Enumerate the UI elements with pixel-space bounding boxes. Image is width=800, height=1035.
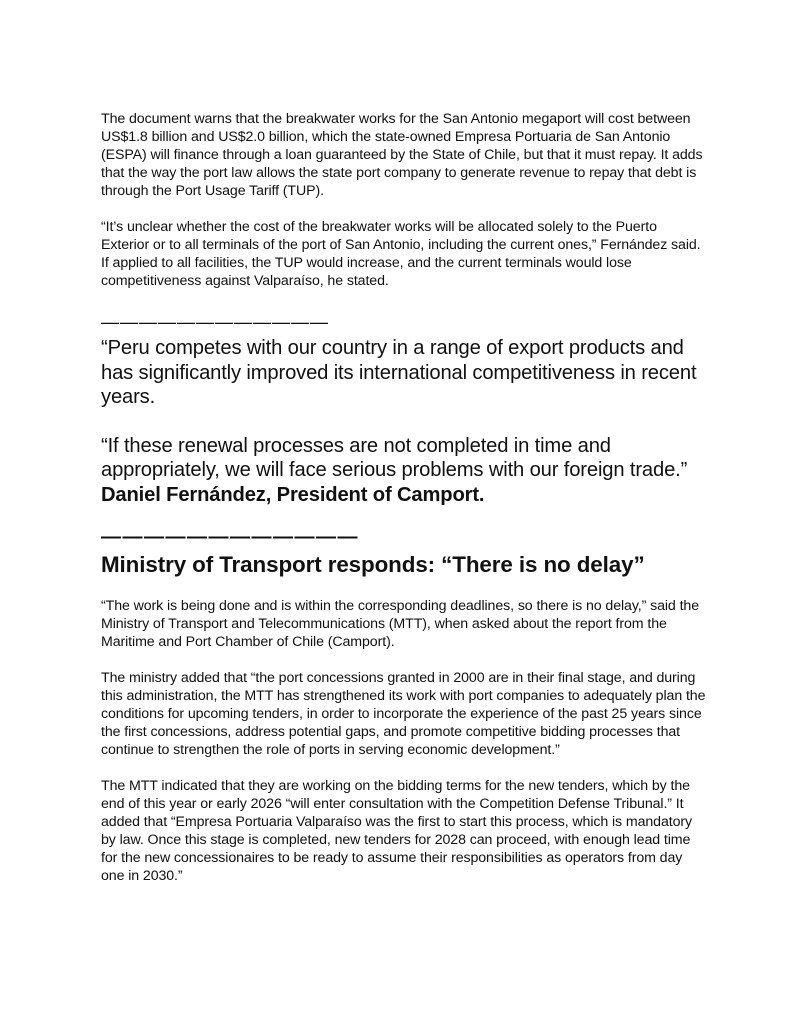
section-divider: ———————————— — [101, 312, 329, 332]
body-paragraph: The MTT indicated that they are working on the bidding terms for the new tenders, which by the end of this year or early 2026 “will enter consultation with the Competition Defense Tribunal.” It added that “Empresa Portuaria Valparaíso was the first to start this process, which is mandatory by law. Once this stage is completed, new tenders for 2028 can proceed, with enough lead time for the new concessionaires to be ready to assume their responsibilities as operators from day one in 2030.” — [101, 778, 693, 884]
body-paragraph: “It’s unclear whether the cost of the breakwater works will be allocated solely to the Puerto Exterior or to all terminals of the port of San Antonio, including the current ones,” Fernández said. If applied to all facilities, the TUP would increase, and the current terminals would lose competitiveness against Valparaíso, he stated. — [101, 219, 701, 289]
paragraph-gap — [101, 410, 706, 434]
section-divider: ———————————— — [101, 526, 359, 548]
body-paragraph: “The work is being done and is within the corresponding deadlines, so there is no delay,” said the Ministry of Transport and Telecommunications (MTT), when asked about the report from the Maritime and Port Chamber of Chile (Camport). — [101, 598, 699, 650]
body-paragraph: The document warns that the breakwater works for the San Antonio megaport will cost between US$1.8 billion and US$2.0 billion, which the state-owned Empresa Portuaria de San Antonio (ESPA) will finance through a loan guaranteed by the State of Chile, but that it must repay. It adds that the way the port law allows the state port company to generate revenue to repay that debt is through the Port Usage Tariff (TUP). — [101, 111, 703, 199]
paragraph-gap — [101, 200, 706, 218]
spacer — [101, 579, 706, 597]
spacer — [101, 290, 706, 312]
spacer — [101, 507, 706, 527]
section-heading: Ministry of Transport responds: “There is no delay” — [101, 552, 645, 577]
paragraph-gap — [101, 759, 706, 777]
pull-quote-paragraph: “Peru competes with our country in a range of export products and has significantly improved its international competitiveness in recent years. — [101, 337, 697, 408]
quote-attribution: Daniel Fernández, President of Camport. — [101, 483, 485, 506]
document-page — [101, 110, 706, 885]
pull-quote-paragraph: “If these renewal processes are not completed in time and appropriately, we will face serious problems with our foreign trade.” — [101, 434, 688, 481]
body-paragraph: The ministry added that “the port concessions granted in 2000 are in their final stage, and during this administration, the MTT has strengthened its work with port companies to adequately plan the conditions for upcoming tenders, in order to incorporate the experience of the past 25 years since the first concessions, address potential gaps, and promote competitive bidding processes that continue to strengthen the role of ports in serving economic development.” — [101, 670, 706, 758]
paragraph-gap — [101, 651, 706, 669]
